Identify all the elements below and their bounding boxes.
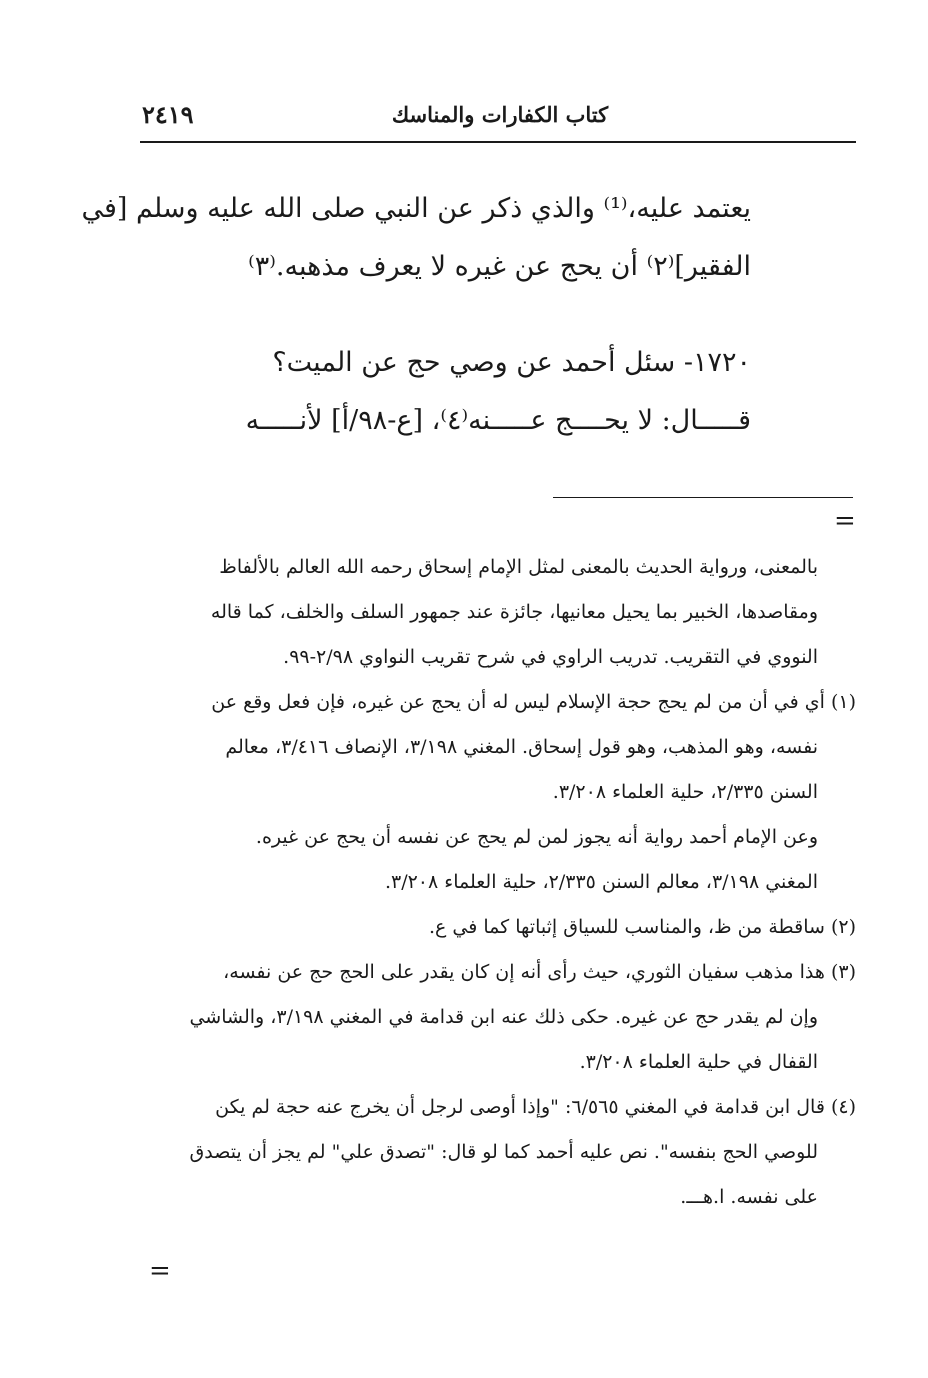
main-text-line-2: الفقير]⁽٢⁾ أن يحج عن غيره لا يعرف مذهبه.⁽٣⁾ <box>248 251 751 282</box>
footnote-4-line-3: على نفسه. ا.هـــ. <box>680 1186 818 1208</box>
footnotes <box>140 545 856 1220</box>
footnote-1-line-2: نفسه، وهو المذهب، وهو قول إسحاق. المغني ٣/١٩٨، الإنصاف ٣/٤١٦، معالم <box>225 736 818 758</box>
issue-1720 <box>140 334 856 450</box>
footnote-1-line-5: المغني ٣/١٩٨، معالم السنن ٢/٣٣٥، حلية العلماء ٣/٢٠٨. <box>384 871 818 893</box>
footnote-4-line-2: للوصي الحج بنفسه". نص عليه أحمد كما لو قال: "تصدق علي" لم يجز أن يتصدق <box>189 1141 818 1163</box>
main-text-line-1: يعتمد عليه،⁽¹⁾ والذي ذكر عن النبي صلى الله عليه وسلم [في <box>81 193 751 224</box>
footnote-1-line-3: السنن ٢/٣٣٥، حلية العلماء ٣/٢٠٨. <box>552 781 818 803</box>
book-title: كتاب الكفارات والمناسك <box>391 102 609 127</box>
continuation-mark-top: = <box>834 506 856 536</box>
footnote-separator <box>553 497 853 498</box>
footnote-4-line-1: (٤) قال ابن قدامة في المغني ٦/٥٦٥: "وإذا أوصى لرجل أن يخرج عنه حجة لم يكن <box>215 1096 856 1118</box>
issue-answer: قـــــال: لا يحــــج عـــــنه⁽٤⁾، [ع-٩٨/أ] لأنـــــه <box>245 405 751 436</box>
continuation-mark-bottom: = <box>149 1256 171 1286</box>
issue-question: ١٧٢٠- سئل أحمد عن وصي حج عن الميت؟ <box>272 347 751 378</box>
footnote-continuation-line-1: بالمعنى، ورواية الحديث بالمعنى لمثل الإمام إسحاق رحمه الله العالم بالألفاظ <box>219 556 818 578</box>
footnote-3-line-1: (٣) هذا مذهب سفيان الثوري، حيث رأى أنه إن كان يقدر على الحج حج عن نفسه، <box>223 961 856 983</box>
footnote-2-line-1: (٢) ساقطة من ظ، والمناسب للسياق إثباتها كما في ع. <box>429 916 856 938</box>
footnote-1-line-1: (١) أي في أن من لم يحج حجة الإسلام ليس له أن يحج عن غيره، فإن فعل وقع عن <box>211 691 856 713</box>
main-text <box>81 180 856 296</box>
running-header <box>140 100 856 140</box>
footnote-3-line-3: القفال في حلية العلماء ٣/٢٠٨. <box>579 1051 818 1073</box>
footnote-continuation-line-2: ومقاصدها، الخبير بما يحيل معانيها، جائزة عند جمهور السلف والخلف، كما قاله <box>210 601 818 623</box>
footnote-1-line-4: وعن الإمام أحمد رواية أنه يجوز لمن لم يحج عن نفسه أن يحج عن غيره. <box>255 826 818 848</box>
header-rule <box>140 141 856 143</box>
page-number: ٢٤١٩ <box>142 100 194 129</box>
footnote-continuation-line-3: النووي في التقريب. تدريب الراوي في شرح تقريب النواوي ٢/٩٨-٩٩. <box>283 646 818 668</box>
footnote-3-line-2: وإن لم يقدر حج عن غيره. حكى ذلك عنه ابن قدامة في المغني ٣/١٩٨، والشاشي <box>189 1006 818 1028</box>
